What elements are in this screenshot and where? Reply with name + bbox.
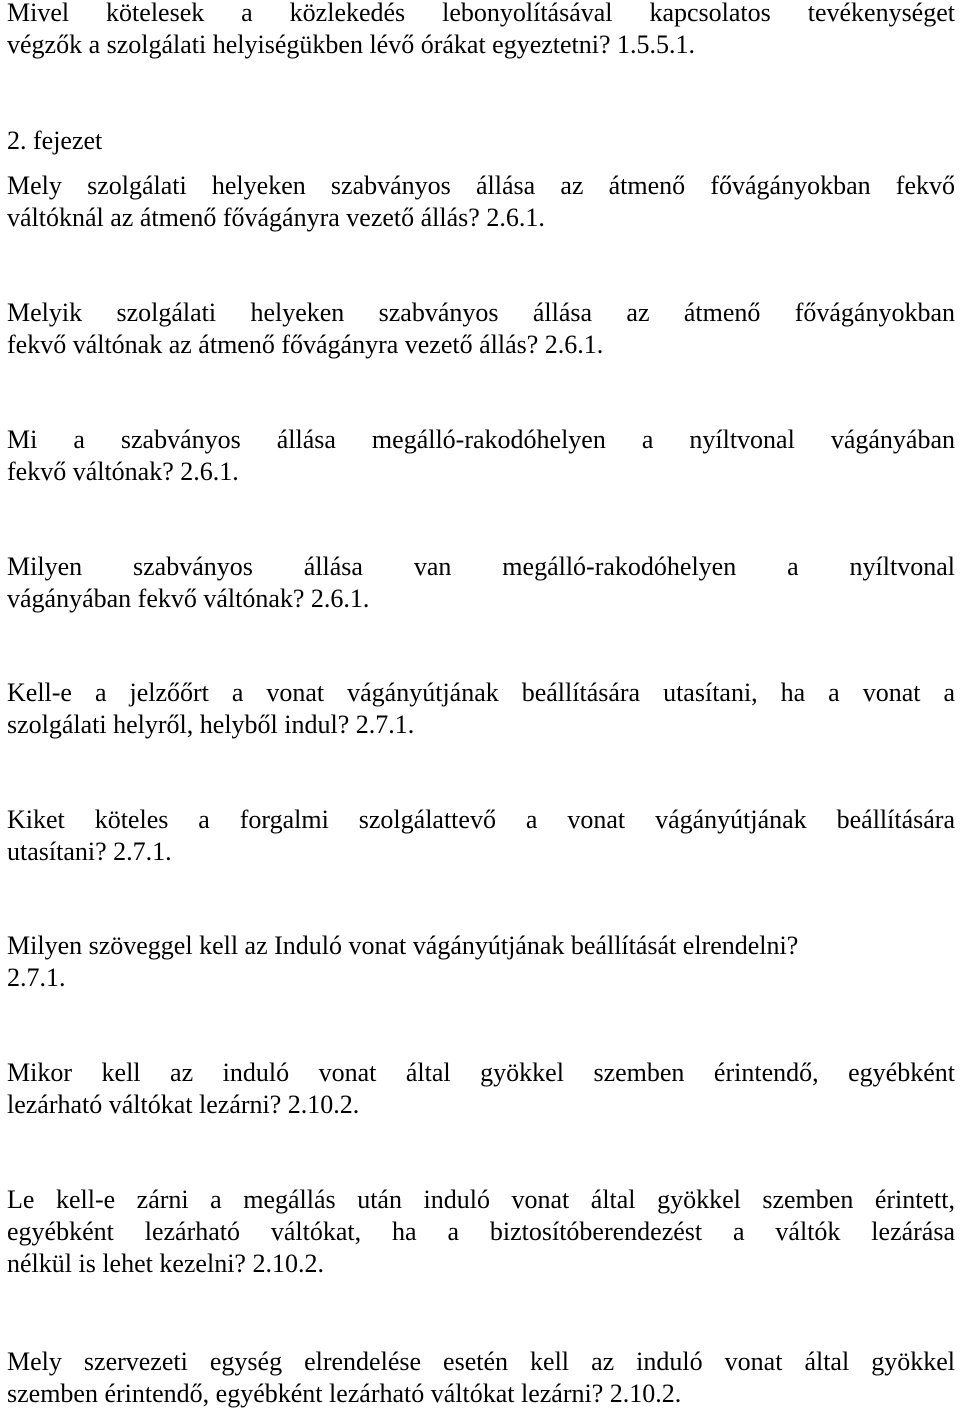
question-2-line-1: Melyik szolgálati helyeken szabványos állása az átmenő fővágányokban: [7, 298, 955, 327]
question-paragraph-3: [7, 424, 955, 488]
question-paragraph-2: [7, 297, 955, 361]
question-9-line-2: egyébként lezárható váltókat, ha a biztosítóberendezést a váltók lezárása: [7, 1217, 955, 1246]
question-9-line-1: Le kell-e zárni a megállás után induló vonat által gyökkel szemben érintett,: [7, 1185, 955, 1214]
question-paragraph-4: [7, 551, 955, 615]
question-2-line-2: fekvő váltónak az átmenő fővágányra vezető állás? 2.6.1.: [7, 330, 604, 359]
question-8-line-1: Mikor kell az induló vonat által gyökkel szemben érintendő, egyébként: [7, 1058, 955, 1087]
question-1-line-2: váltóknál az átmenő fővágányra vezető állás? 2.6.1.: [7, 203, 545, 232]
question-6-line-2: utasítani? 2.7.1.: [7, 837, 172, 866]
question-paragraph-8: [7, 1057, 955, 1121]
question-10-line-2: szemben érintendő, egyébként lezárható váltókat lezárni? 2.10.2.: [7, 1379, 682, 1408]
question-8-line-2: lezárható váltókat lezárni? 2.10.2.: [7, 1090, 360, 1119]
question-3-line-2: fekvő váltónak? 2.6.1.: [7, 457, 239, 486]
question-4-line-1: Milyen szabványos állása van megálló-rakodóhelyen a nyíltvonal: [7, 552, 955, 581]
question-7-line-2: 2.7.1.: [7, 963, 66, 992]
intro-line-1: Mivel kötelesek a közlekedés lebonyolításával kapcsolatos tevékenységet: [7, 0, 955, 27]
intro-paragraph: [7, 0, 955, 61]
question-4-line-2: vágányában fekvő váltónak? 2.6.1.: [7, 584, 370, 613]
question-3-line-1: Mi a szabványos állása megálló-rakodóhelyen a nyíltvonal vágányában: [7, 425, 955, 454]
question-10-line-1: Mely szervezeti egység elrendelése esetén kell az induló vonat által gyökkel: [7, 1347, 955, 1376]
question-6-line-1: Kiket köteles a forgalmi szolgálattevő a vonat vágányútjának beállítására: [7, 805, 955, 834]
question-paragraph-7: [7, 930, 955, 994]
question-1-line-1: Mely szolgálati helyeken szabványos állása az átmenő fővágányokban fekvő: [7, 171, 955, 200]
question-7-line-1: Milyen szöveggel kell az Induló vonat vágányútjának beállítását elrendelni?: [7, 931, 799, 960]
question-paragraph-9: [7, 1184, 955, 1280]
question-5-line-2: szolgálati helyről, helyből indul? 2.7.1.: [7, 710, 415, 739]
chapter-heading: 2. fejezet: [7, 126, 103, 155]
question-paragraph-1: [7, 170, 955, 234]
intro-line-2: végzők a szolgálati helyiségükben lévő órákat egyeztetni? 1.5.5.1.: [7, 30, 696, 59]
question-5-line-1: Kell-e a jelzőőrt a vonat vágányútjának beállítására utasítani, ha a vonat a: [7, 678, 955, 707]
question-paragraph-5: [7, 677, 955, 741]
question-paragraph-6: [7, 804, 955, 868]
question-paragraph-10: [7, 1346, 955, 1410]
question-9-line-3: nélkül is lehet kezelni? 2.10.2.: [7, 1249, 324, 1278]
